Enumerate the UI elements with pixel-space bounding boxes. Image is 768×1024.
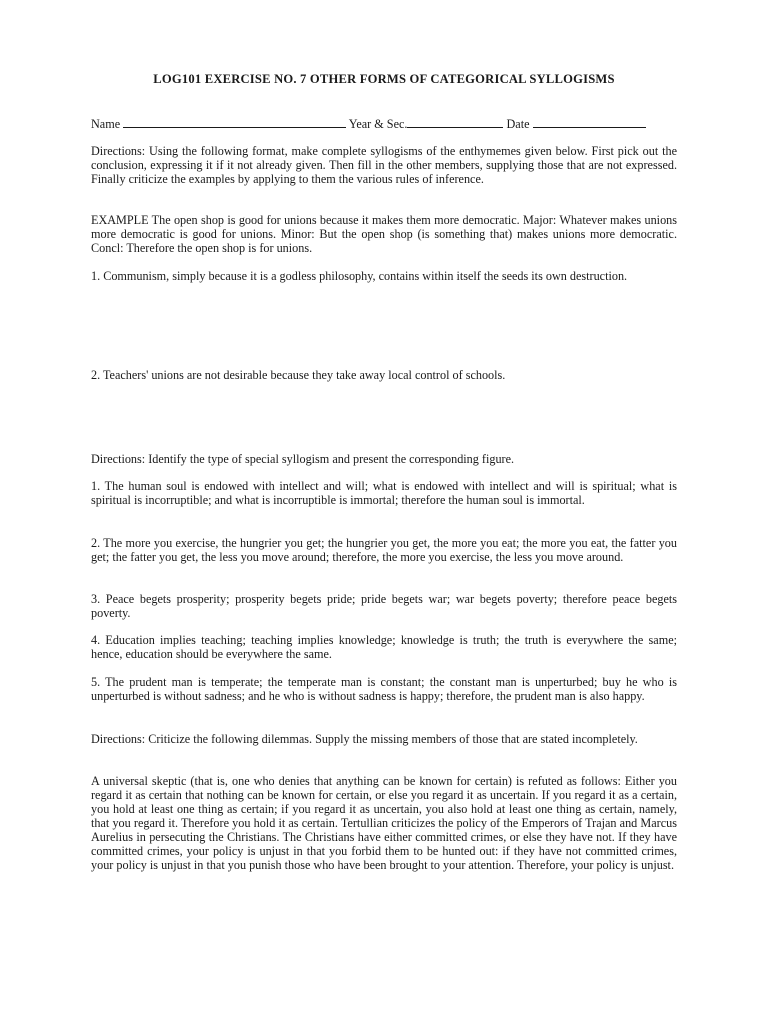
document-title: LOG101 EXERCISE NO. 7 OTHER FORMS OF CATEGORICAL SYLLOGISMS <box>153 72 615 86</box>
section2-item-1: 1. The human soul is endowed with intellect and will; what is endowed with intellect and will is spiritual; what is spiritual is incorruptible; and what is incorruptible is immortal; therefore the human soul is immortal. <box>91 479 677 507</box>
date-blank[interactable] <box>533 116 646 128</box>
section1-item-2: 2. Teachers' unions are not desirable because they take away local control of schools. <box>91 368 506 382</box>
year-blank[interactable] <box>407 116 503 128</box>
student-info-line <box>91 116 677 131</box>
name-blank[interactable] <box>123 116 346 128</box>
section3-directions: Directions: Criticize the following dilemmas. Supply the missing members of those that are stated incompletely. <box>91 732 638 746</box>
name-label: Name <box>91 117 121 131</box>
section2-item-4: 4. Education implies teaching; teaching implies knowledge; knowledge is truth; the truth is everywhere the same; hence, education should be everywhere the same. <box>91 633 677 661</box>
section1-item-1: 1. Communism, simply because it is a godless philosophy, contains within itself the seeds its own destruction. <box>91 269 628 283</box>
section3-paragraph: A universal skeptic (that is, one who denies that anything can be known for certain) is refuted as follows: Either you regard it as certain that nothing can be known for certain, or else you regard it as uncertain. If you regard it as a certain, you hold at least one thing as certain; if you regard it as uncertain, you also hold at least one thing as certain, namely, that you regard it. Therefore you hold it as certain. Tertullian criticizes the policy of the Emperors of Trajan and Marcus Aurelius in persecuting the Christians. The Christians have either committed crimes, or else they have not. If they have committed crimes, your policy is unjust in that you forbid them to be hunted out: if they have not committed crimes, your policy is unjust in that you punish those who have been brought to your attention. Therefore, your policy is unjust. <box>91 774 677 872</box>
section2-directions: Directions: Identify the type of special syllogism and present the corresponding figure. <box>91 452 515 466</box>
section2-item-2: 2. The more you exercise, the hungrier you get; the hungrier you get, the more you eat; the more you eat, the fatter you get; the fatter you get, the less you move around; therefore, the more you exercise, the less you move around. <box>91 536 677 564</box>
section1-directions: Directions: Using the following format, make complete syllogisms of the enthymemes given below. First pick out the conclusion, expressing it if it not already given. Then fill in the other members, supplying those that are not expressed. Finally criticize the examples by applying to them the various rules of inference. <box>91 144 677 186</box>
section1-example: EXAMPLE The open shop is good for unions because it makes them more democratic. Major: Whatever makes unions more democratic is good for unions. Minor: But the open shop (is something that) makes unions more democratic. Concl: Therefore the open shop is for unions. <box>91 213 677 255</box>
section2-item-5: 5. The prudent man is temperate; the temperate man is constant; the constant man is unperturbed; buy he who is unperturbed is without sadness; and he who is without sadness is happy; therefore, the prudent man is also happy. <box>91 675 677 703</box>
section2-item-3: 3. Peace begets prosperity; prosperity begets pride; pride begets war; war begets poverty; therefore peace begets poverty. <box>91 592 677 620</box>
date-label: Date <box>506 117 530 131</box>
year-label: Year & Sec. <box>348 117 408 131</box>
